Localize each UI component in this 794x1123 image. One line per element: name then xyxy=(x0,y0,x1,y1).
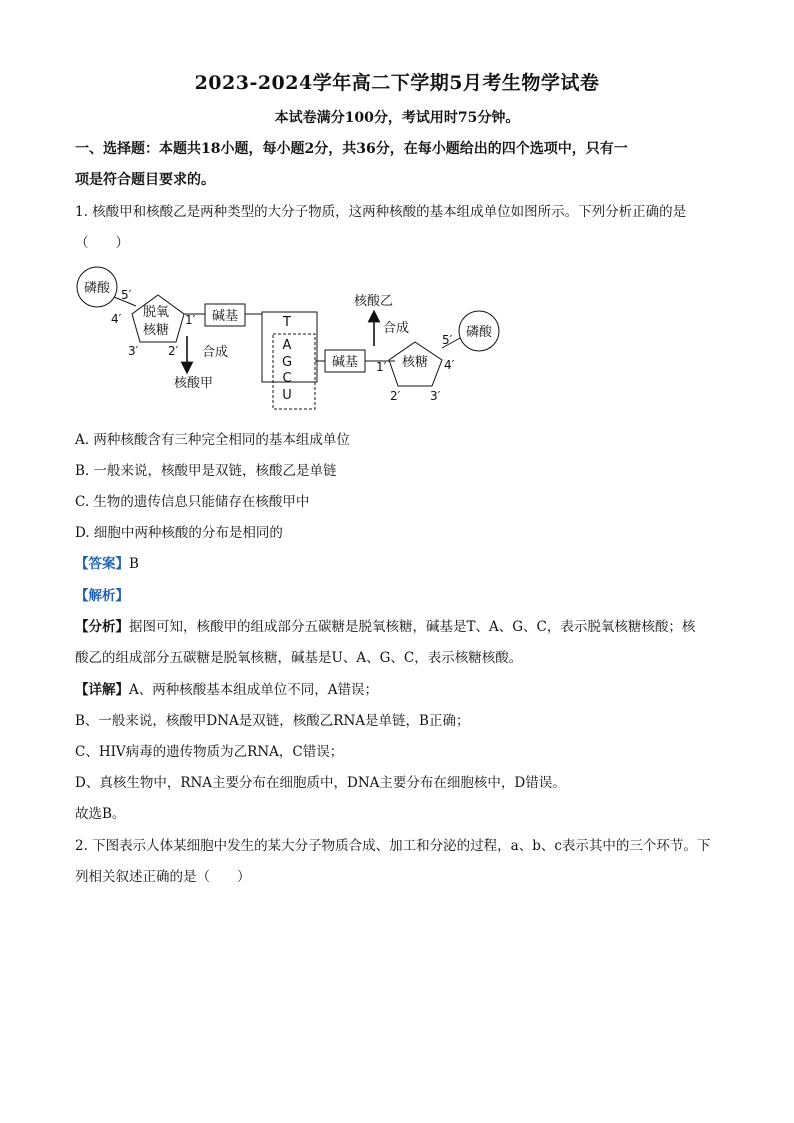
xiangjie-text-line1: A、两种核酸基本组成单位不同，A错误； xyxy=(129,682,378,698)
deoxyribose-label-line2: 核糖 xyxy=(142,323,170,338)
carbon-3-right: 3′ xyxy=(430,389,441,403)
q1-fenxi-line1 xyxy=(75,617,725,637)
carbon-1-left: 1′ xyxy=(185,313,196,327)
nucleic-b-label: 核酸乙 xyxy=(354,294,394,309)
q2-stem-line1: 2. 下图表示人体某细胞中发生的某大分子物质合成、加工和分泌的过程，a、b、c表示其中的三个环节。下 xyxy=(75,838,711,854)
ribose-label: 核糖 xyxy=(401,355,429,370)
carbon-4-left: 4′ xyxy=(111,312,122,326)
base-letter-u: U xyxy=(282,388,292,403)
xiangjie-tag: 【详解】 xyxy=(75,682,129,698)
q2-stem-line2: 列相关叙述正确的是（ ） xyxy=(75,869,251,885)
section-heading-line2: 项是符合题目要求的。 xyxy=(75,172,215,188)
q1-answer-line xyxy=(75,554,725,574)
page-subtitle: 本试卷满分100分，考试用时75分钟。 xyxy=(274,110,520,126)
q1-stem-line1: 1. 核酸甲和核酸乙是两种类型的大分子物质，这两种核酸的基本组成单位如图所示。下列分析正确的是 xyxy=(75,204,687,220)
q1-conclusion: 故选B。 xyxy=(75,806,126,822)
q1-option-a: A. 两种核酸含有三种完全相同的基本组成单位 xyxy=(75,432,350,448)
synthesize-label-right: 合成 xyxy=(383,321,410,336)
page-title: 2023-2024学年高二下学期5月考生物学试卷 xyxy=(194,72,600,94)
phosphate-label-left: 磷酸 xyxy=(83,281,111,296)
q1-detail-d: D、真核生物中，RNA主要分布在细胞质中，DNA主要分布在细胞核中，D错误。 xyxy=(75,775,566,791)
q1-option-c: C. 生物的遗传信息只能储存在核酸甲中 xyxy=(75,494,310,510)
q1-analysis-line xyxy=(75,586,725,606)
carbon-2-right: 2′ xyxy=(390,389,401,403)
q1-detail-b: B、一般来说，核酸甲DNA是双链，核酸乙RNA是单链，B正确； xyxy=(75,713,470,729)
q1-option-b: B. 一般来说，核酸甲是双链，核酸乙是单链 xyxy=(75,463,337,479)
phosphate-label-right: 磷酸 xyxy=(465,325,493,340)
section-heading-line1: 一、选择题：本题共18小题，每小题2分，共36分，在每小题给出的四个选项中，只有一 xyxy=(75,141,628,157)
base-letter-g: G xyxy=(281,355,293,370)
deoxyribose-label-line1: 脱氧 xyxy=(142,305,170,320)
bases-box-agcu xyxy=(273,334,315,409)
q1-detail-c: C、HIV病毒的遗传物质为乙RNA，C错误； xyxy=(75,744,344,760)
q1-stem-line2: （ ） xyxy=(75,235,129,251)
carbon-2-left: 2′ xyxy=(168,344,179,358)
carbon-1-right: 1′ xyxy=(376,360,387,374)
base-letter-t: T xyxy=(283,315,291,330)
answer-value: B xyxy=(129,556,139,572)
nucleotide-diagram xyxy=(70,262,510,417)
q1-fenxi-line2: 酸乙的组成部分五碳糖是脱氧核糖，碱基是U、A、G、C，表示核糖核酸。 xyxy=(75,650,523,666)
fenxi-text-line1: 据图可知，核酸甲的组成部分五碳糖是脱氧核糖，碱基是T、A、G、C，表示脱氧核糖核酸；核 xyxy=(129,619,696,635)
nucleic-a-label: 核酸甲 xyxy=(174,376,214,391)
analysis-tag: 【解析】 xyxy=(75,588,129,604)
fenxi-tag: 【分析】 xyxy=(75,619,129,635)
base-label-right: 碱基 xyxy=(331,355,359,370)
carbon-4-right: 4′ xyxy=(444,358,455,372)
base-label-left: 碱基 xyxy=(211,309,239,324)
carbon-5-left: 5′ xyxy=(121,288,132,302)
synthesize-label-left: 合成 xyxy=(202,345,229,360)
q1-xiangjie-line1 xyxy=(75,680,725,700)
answer-tag: 【答案】 xyxy=(75,556,129,572)
base-letter-a: A xyxy=(282,338,292,353)
carbon-5-right: 5′ xyxy=(442,333,453,347)
carbon-3-left: 3′ xyxy=(128,344,139,358)
q1-option-d: D. 细胞中两种核酸的分布是相同的 xyxy=(75,525,283,541)
base-letter-c: C xyxy=(282,371,292,386)
